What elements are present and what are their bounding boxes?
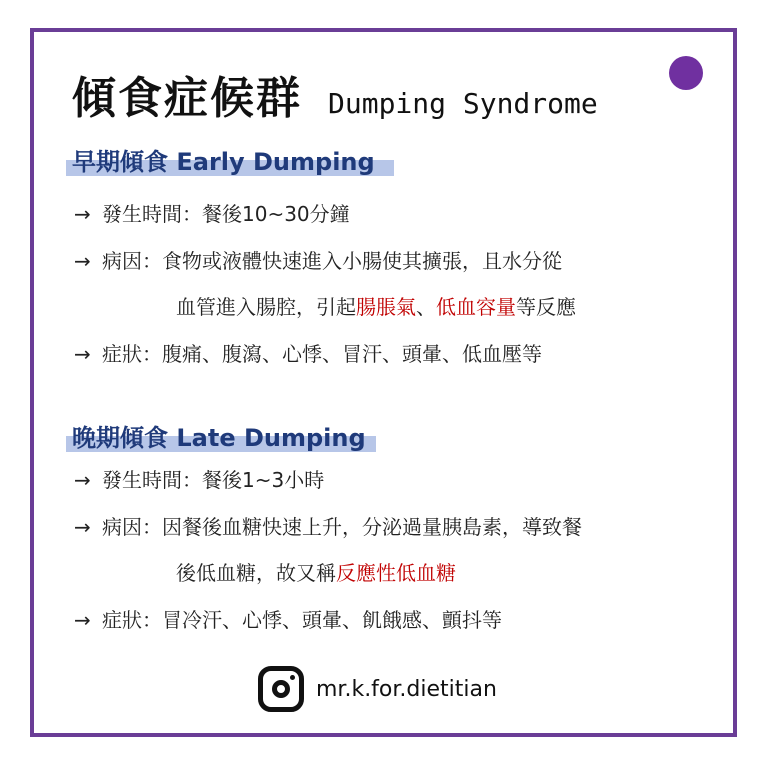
arrow-icon: → — [74, 202, 91, 226]
instagram-handle: mr.k.for.dietitian — [316, 676, 497, 702]
early-symptoms-row — [74, 340, 542, 368]
early-cause-continuation — [176, 293, 576, 321]
emphasis-reactive-hypoglycemia: 反應性低血糖 — [336, 561, 456, 585]
arrow-icon: → — [74, 608, 91, 632]
separator: 、 — [416, 295, 436, 319]
late-symptoms-row — [74, 606, 502, 634]
late-dumping-heading-text: 晚期傾食 Late Dumping — [72, 424, 366, 452]
early-cause-text: 病因：食物或液體快速進入小腸使其擴張，且水分從 — [102, 249, 562, 273]
emphasis-bloating: 腸脹氣 — [356, 295, 416, 319]
arrow-icon: → — [74, 249, 91, 273]
page-title — [72, 62, 598, 122]
late-symptoms-text: 症狀：冒冷汗、心悸、頭暈、飢餓感、顫抖等 — [102, 608, 502, 632]
arrow-icon: → — [74, 515, 91, 539]
instagram-icon — [258, 666, 304, 712]
title-english: Dumping Syndrome — [328, 87, 598, 120]
early-dumping-heading — [72, 142, 375, 178]
early-dumping-heading-text: 早期傾食 Early Dumping — [72, 148, 375, 176]
emphasis-hypovolemia: 低血容量 — [436, 295, 516, 319]
early-cause-text-2: 血管進入腸腔，引起 — [176, 295, 356, 319]
early-cause-text-3: 等反應 — [516, 295, 576, 319]
late-cause-text-2: 後低血糖，故又稱 — [176, 561, 336, 585]
arrow-icon: → — [74, 468, 91, 492]
early-cause-row — [74, 247, 562, 275]
late-cause-text: 病因：因餐後血糖快速上升，分泌過量胰島素，導致餐 — [102, 515, 582, 539]
late-cause-row — [74, 513, 582, 541]
footer — [258, 666, 497, 712]
late-onset-row — [74, 466, 324, 494]
early-symptoms-text: 症狀：腹痛、腹瀉、心悸、冒汗、頭暈、低血壓等 — [102, 342, 542, 366]
late-cause-continuation — [176, 559, 456, 587]
title-chinese: 傾食症候群 — [72, 73, 302, 124]
early-onset-row — [74, 200, 350, 228]
early-onset-text: 發生時間：餐後10~30分鐘 — [102, 202, 350, 226]
arrow-icon: → — [74, 342, 91, 366]
decorative-dot — [669, 56, 703, 90]
late-onset-text: 發生時間：餐後1~3小時 — [102, 468, 325, 492]
late-dumping-heading — [72, 418, 366, 454]
